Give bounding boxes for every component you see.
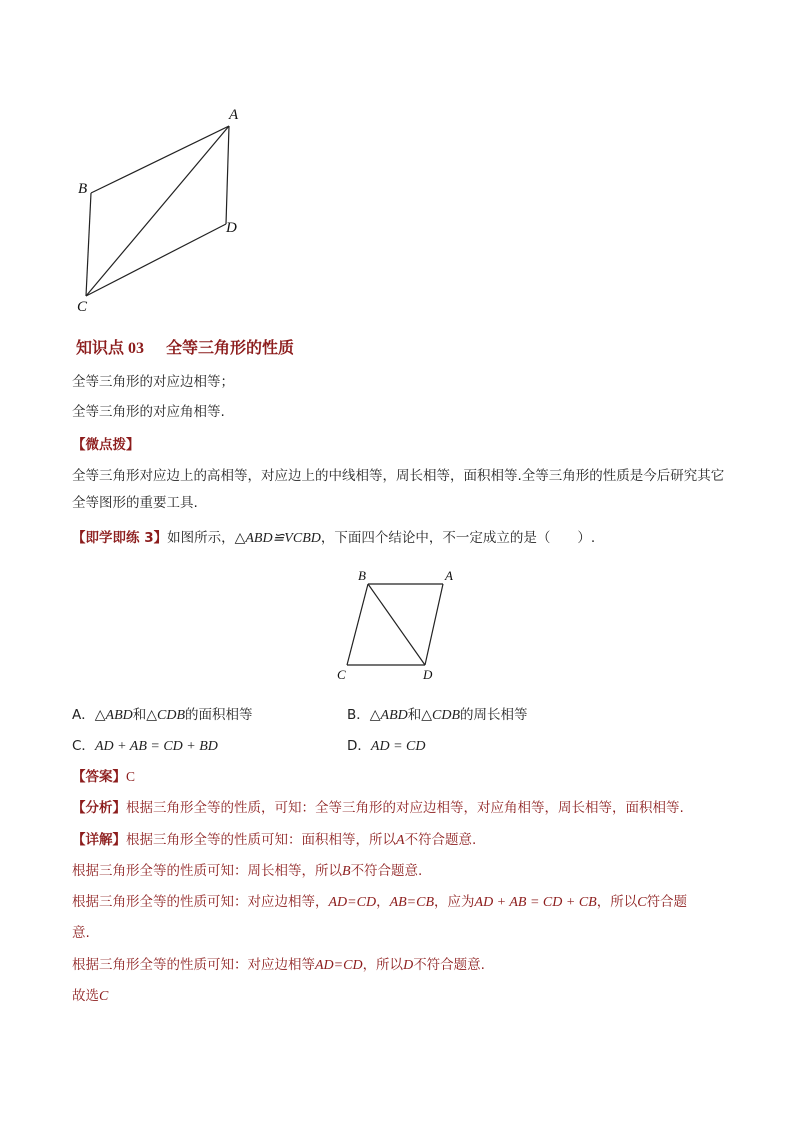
detail-2-text: 根据三角形全等的性质可知：周长相等，所以: [72, 863, 342, 879]
detail-1-var: A: [396, 833, 405, 848]
option-c-letter: C．: [72, 738, 95, 754]
exercise-math: △ABD≌VCBD: [234, 531, 321, 546]
option-b: [347, 704, 528, 727]
section-title: 全等三角形的性质: [166, 338, 295, 357]
option-a-letter: A．: [72, 707, 95, 723]
detail-5-text: 故选: [72, 988, 99, 1004]
vertex-label-a2: A: [445, 568, 453, 583]
detail-1-text: 根据三角形全等的性质可知：面积相等，所以: [126, 832, 396, 848]
property-line-2: 全等三角形的对应角相等.: [72, 404, 225, 420]
edge-da: [226, 126, 229, 224]
vertex-label-d: D: [226, 220, 237, 236]
detail-4-text: 根据三角形全等的性质可知：对应边相等: [72, 957, 315, 973]
detail-4-math: AD=CD: [315, 958, 363, 973]
vertex-label-c2: C: [337, 667, 346, 682]
detail-2-var: B: [342, 864, 351, 879]
detail-line-5: [72, 985, 108, 1008]
tip-text: 全等三角形对应边上的高相等，对应边上的中线相等，周长相等，面积相等.全等三角形的性质是今后研究其它全等图形的重要工具.: [72, 468, 725, 511]
detail-3-mid: ，应为: [434, 894, 475, 910]
detail-1-end: 不符合题意.: [404, 832, 477, 848]
answer-value: C: [126, 769, 136, 784]
diagonal-ac: [86, 126, 229, 296]
detail-4-so: ，所以: [362, 957, 404, 973]
option-d-letter: D．: [347, 738, 371, 754]
figure-quadrilateral-2: [330, 565, 460, 685]
detail-3-math-2: AB=CB: [389, 895, 435, 910]
detail-3-end: 符合题: [646, 894, 688, 910]
option-c: [72, 735, 218, 758]
option-a-math-2: △CDB: [146, 708, 186, 723]
detail-3-sep: ，: [376, 894, 390, 910]
option-a-end: 的面积相等: [185, 707, 253, 723]
detail-4-end: 不符合题意.: [413, 957, 485, 973]
section-number: 知识点 03: [76, 340, 145, 357]
detail-line-3: [72, 891, 687, 914]
detail-tag: 【详解】: [72, 832, 126, 848]
option-a-math-1: △ABD: [94, 708, 133, 723]
detail-5-var: C: [99, 989, 109, 1004]
option-a: [72, 704, 253, 727]
edge-cb: [347, 584, 368, 665]
diagonal-bd: [368, 584, 425, 665]
option-a-mid: 和: [132, 707, 147, 723]
detail-3-so: ，所以: [596, 894, 638, 910]
figure-quadrilateral-1: [70, 100, 260, 315]
exercise-tag: 【即学即练 3】: [72, 530, 168, 546]
detail-line-4: [72, 954, 485, 977]
detail-line-3b: 意.: [72, 925, 90, 941]
detail-4-var: D: [403, 958, 414, 973]
edge-ab: [91, 126, 229, 193]
option-d: [347, 735, 425, 758]
analysis-line: [72, 797, 684, 819]
exercise-post: ，下面四个结论中，不一定成立的是（ ）.: [320, 530, 596, 546]
exercise-question: [72, 527, 595, 550]
option-b-mid: 和: [407, 707, 422, 723]
detail-3-math-1: AD=CD: [328, 895, 377, 910]
answer-tag: 【答案】: [72, 769, 126, 785]
detail-3-text: 根据三角形全等的性质可知：对应边相等，: [72, 894, 329, 910]
option-b-math-1: △ABD: [369, 708, 408, 723]
edge-cd: [86, 224, 226, 296]
detail-3-var: C: [637, 895, 647, 910]
vertex-label-d2: D: [423, 667, 433, 682]
option-d-math: AD = CD: [370, 739, 426, 754]
exercise-pre: 如图所示，: [167, 530, 235, 546]
option-b-math-2: △CDB: [421, 708, 461, 723]
detail-line-2: [72, 860, 422, 883]
vertex-label-c: C: [77, 299, 88, 315]
option-b-letter: B．: [347, 707, 370, 723]
figure-1-svg: [70, 100, 260, 315]
option-c-math: AD + AB = CD + BD: [94, 739, 218, 754]
answer-line: [72, 766, 135, 788]
vertex-label-a: A: [229, 107, 239, 123]
figure-2-svg: [330, 565, 460, 685]
option-b-end: 的周长相等: [460, 707, 528, 723]
edge-ad: [425, 584, 443, 665]
vertex-label-b: B: [78, 181, 88, 197]
property-line-1: 全等三角形的对应边相等；: [72, 374, 234, 390]
vertex-label-b2: B: [358, 568, 366, 583]
analysis-tag: 【分析】: [72, 800, 126, 816]
detail-2-end: 不符合题意.: [350, 863, 423, 879]
edge-bc: [86, 193, 91, 296]
analysis-text: 根据三角形全等的性质，可知：全等三角形的对应边相等，对应角相等，周长相等，面积相等.: [126, 800, 684, 816]
section-heading: [74, 335, 294, 358]
tip-tag: 【微点拨】: [72, 437, 140, 453]
detail-line-1: [72, 829, 476, 852]
detail-3-math-3: AD + AB = CD + CB: [474, 895, 597, 910]
